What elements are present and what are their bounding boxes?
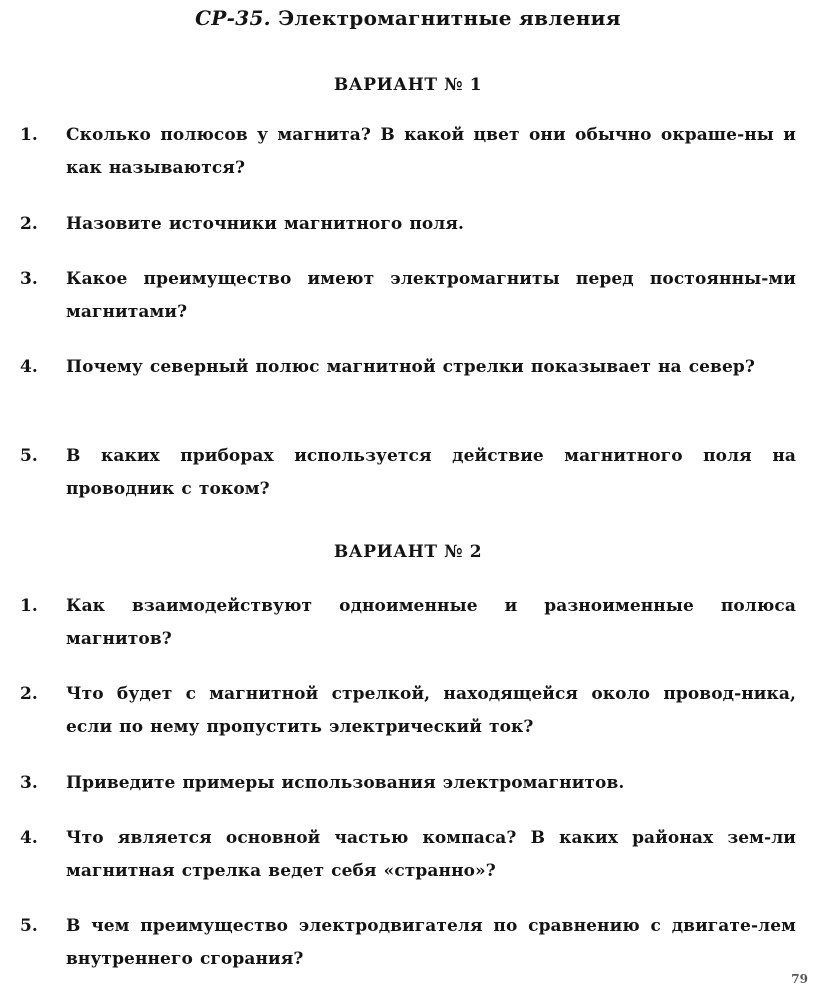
page-title — [0, 6, 816, 30]
question-text: Как взаимодействуют одноименные и разноименные полюса магнитов? — [66, 596, 796, 649]
question-text: Сколько полюсов у магнита? В какой цвет они обычно окраше-ны и как называются? — [66, 125, 796, 178]
question-text: Что будет с магнитной стрелкой, находящейся около провод-ника, если по нему пропустить электрический ток? — [66, 684, 796, 737]
question-number: 4. — [20, 357, 38, 377]
question-text: Почему северный полюс магнитной стрелки показывает на север? — [66, 357, 755, 377]
question-text: Приведите примеры использования электромагнитов. — [66, 773, 625, 793]
variant-2-heading: ВАРИАНТ № 2 — [333, 542, 483, 562]
question-number: 2. — [20, 684, 38, 704]
question-text: В чем преимущество электродвигателя по сравнению с двигате-лем внутреннего сгорания? — [66, 916, 796, 969]
question-number: 2. — [20, 214, 38, 234]
question-text: Назовите источники магнитного поля. — [66, 214, 465, 234]
title-text: Электромагнитные явления — [278, 6, 621, 30]
question-number: 3. — [20, 773, 38, 793]
question-text: В каких приборах используется действие магнитного поля на проводник с током? — [66, 446, 796, 499]
question-number: 5. — [20, 916, 38, 936]
question-number: 5. — [20, 446, 38, 466]
variant-1-heading: ВАРИАНТ № 1 — [333, 75, 483, 95]
title-code: СР-35. — [195, 6, 271, 30]
question-text: Какое преимущество имеют электромагниты перед постоянны-ми магнитами? — [66, 269, 796, 322]
question-number: 3. — [20, 269, 38, 289]
page-number: 79 — [791, 972, 808, 986]
question-number: 1. — [20, 125, 38, 145]
question-number: 1. — [20, 596, 38, 616]
question-number: 4. — [20, 828, 38, 848]
question-text: Что является основной частью компаса? В каких районах зем-ли магнитная стрелка ведет себя «странно»? — [66, 828, 796, 881]
